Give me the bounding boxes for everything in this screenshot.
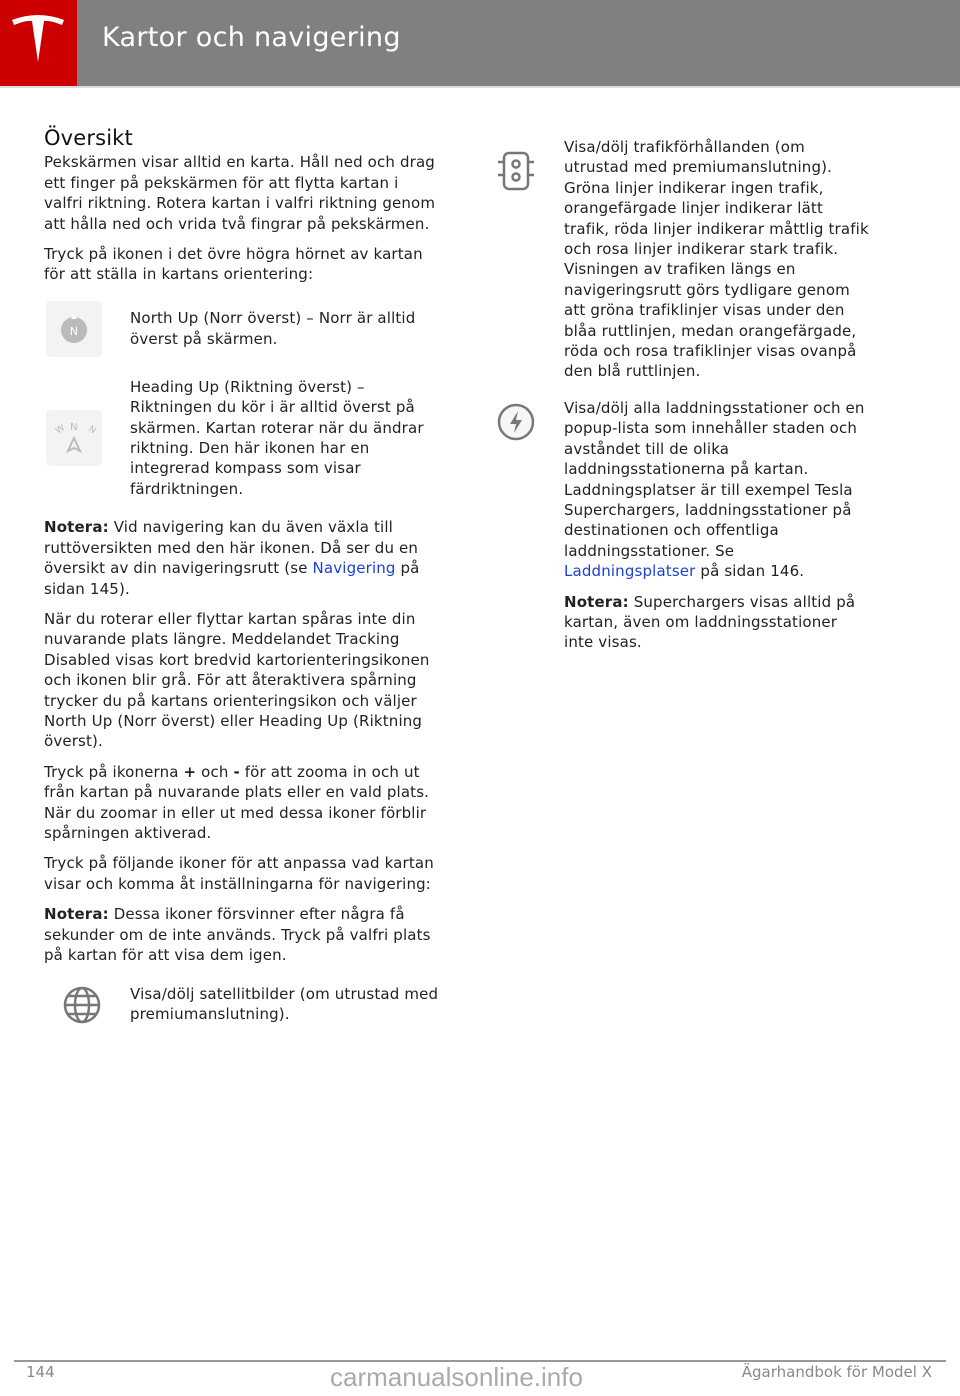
north-up-icon [44, 299, 104, 359]
note [44, 904, 439, 965]
svg-text:W: W [53, 423, 68, 437]
svg-text:N: N [86, 424, 98, 437]
paragraph: Tryck på ikonen i det övre högra hörnet av kartan för att ställa in kartans orientering: [44, 245, 423, 284]
note [44, 517, 439, 599]
text: Visa/dölj alla laddningsstationer och en popup-lista som innehåller staden och avståndet till de olika laddningsstationerna på kartan. Laddningsplatser är till exempel Tesla Superchargers, laddningsstationer på destinationen och offentliga laddningsstationer. Se [564, 398, 865, 560]
section-heading: Översikt [44, 126, 133, 150]
paragraph: Tryck på följande ikoner för att anpassa vad kartan visar och komma åt inställningarna för navigering: [44, 854, 434, 893]
text: för att zooma in och ut från kartan på nuvarande plats eller en vald plats. När du zoomar in eller ut med dessa ikoner förblir spårningen aktiverad. [44, 762, 430, 842]
note-text: Dessa ikoner försvinner efter några få sekunder om de inte används. Tryck på valfri plats på kartan för att visa dem igen. [44, 905, 431, 964]
paragraph: Pekskärmen visar alltid en karta. Håll ned och drag ett finger på pekskärmen för att flytta kartan i valfri riktning. Rotera kartan i valfri riktning genom att hålla ned och vrida två fingrar på pekskärmen. [44, 153, 436, 233]
plus-symbol: + [183, 762, 197, 781]
globe-icon [60, 979, 120, 1029]
heading-up-icon [44, 408, 104, 468]
note-text: på sidan 145). [44, 559, 420, 598]
left-column [44, 128, 439, 1047]
note-label: Notera: [564, 592, 629, 611]
svg-text:N: N [69, 324, 79, 338]
tesla-logo-icon [0, 0, 77, 86]
navigering-link[interactable]: Navigering [312, 559, 396, 578]
north-up-text: North Up (Norr överst) – Norr är alltid överst på skärmen. [130, 309, 416, 348]
svg-text:N: N [70, 422, 78, 434]
traffic-text: Visa/dölj trafikförhållanden (om utrustad med premiumanslutning). Gröna linjer indikerar ingen trafik, orangefärgade linjer indikerar lätt trafik, röda linjer indikerar måttlig trafik och rosa linjer indikerar stark trafik. Visningen av trafiken längs en navigeringsrutt görs tydligare genom att gröna trafiklinjer visas under den blåa ruttlinjen, medan orangefärgade, röda och rosa trafiklinjer visas ovanpå den blå ruttlinjen. [564, 138, 869, 381]
footer-title: Ägarhandbok för Model X [741, 1363, 932, 1381]
note-text: Superchargers visas alltid på kartan, även om laddningsstationer inte visas. [564, 592, 856, 652]
north-up-row [44, 299, 439, 359]
note-text: Vid navigering kan du även växla till ruttöversikten med den här ikonen. Då ser du en översikt av din navigeringsrutt (se [44, 518, 419, 578]
satellite-row [44, 979, 439, 1029]
note-label: Notera: [44, 518, 109, 537]
minus-symbol: - [233, 762, 240, 781]
page-header [0, 0, 960, 88]
charging-icon [496, 402, 536, 442]
note-label: Notera: [44, 905, 109, 924]
satellite-text: Visa/dölj satellitbilder (om utrustad med premiumanslutning). [130, 985, 439, 1024]
paragraph [44, 762, 439, 844]
laddningsplatser-link[interactable]: Laddningsplatser [564, 562, 696, 581]
charging-text [564, 398, 869, 582]
watermark: carmanualsonline.info [330, 1362, 583, 1392]
page-number: 144 [26, 1363, 55, 1381]
note [564, 592, 869, 653]
text: Tryck på ikonerna [44, 762, 184, 781]
text: på sidan 146. [695, 562, 805, 581]
text: och [196, 762, 234, 781]
heading-up-text: Heading Up (Riktning överst) – Riktningen du kör i är alltid överst på skärmen. Kartan roterar när du ändrar riktning. Den här ikonen har en integrerad kompass som visar färdriktningen. [130, 377, 424, 498]
chapter-title: Kartor och navigering [102, 22, 401, 53]
heading-up-row [44, 377, 439, 499]
right-column [564, 137, 869, 663]
paragraph: När du roterar eller flyttar kartan spåras inte din nuvarande plats längre. Meddelandet Tracking Disabled visas kort bredvid kartorienteringsikonen och ikonen blir grå. För att återaktivera spårning trycker du på kartans orienteringsikon och väljer North Up (Norr överst) eller Heading Up (Riktning överst). [44, 609, 430, 751]
traffic-icon [496, 149, 536, 193]
